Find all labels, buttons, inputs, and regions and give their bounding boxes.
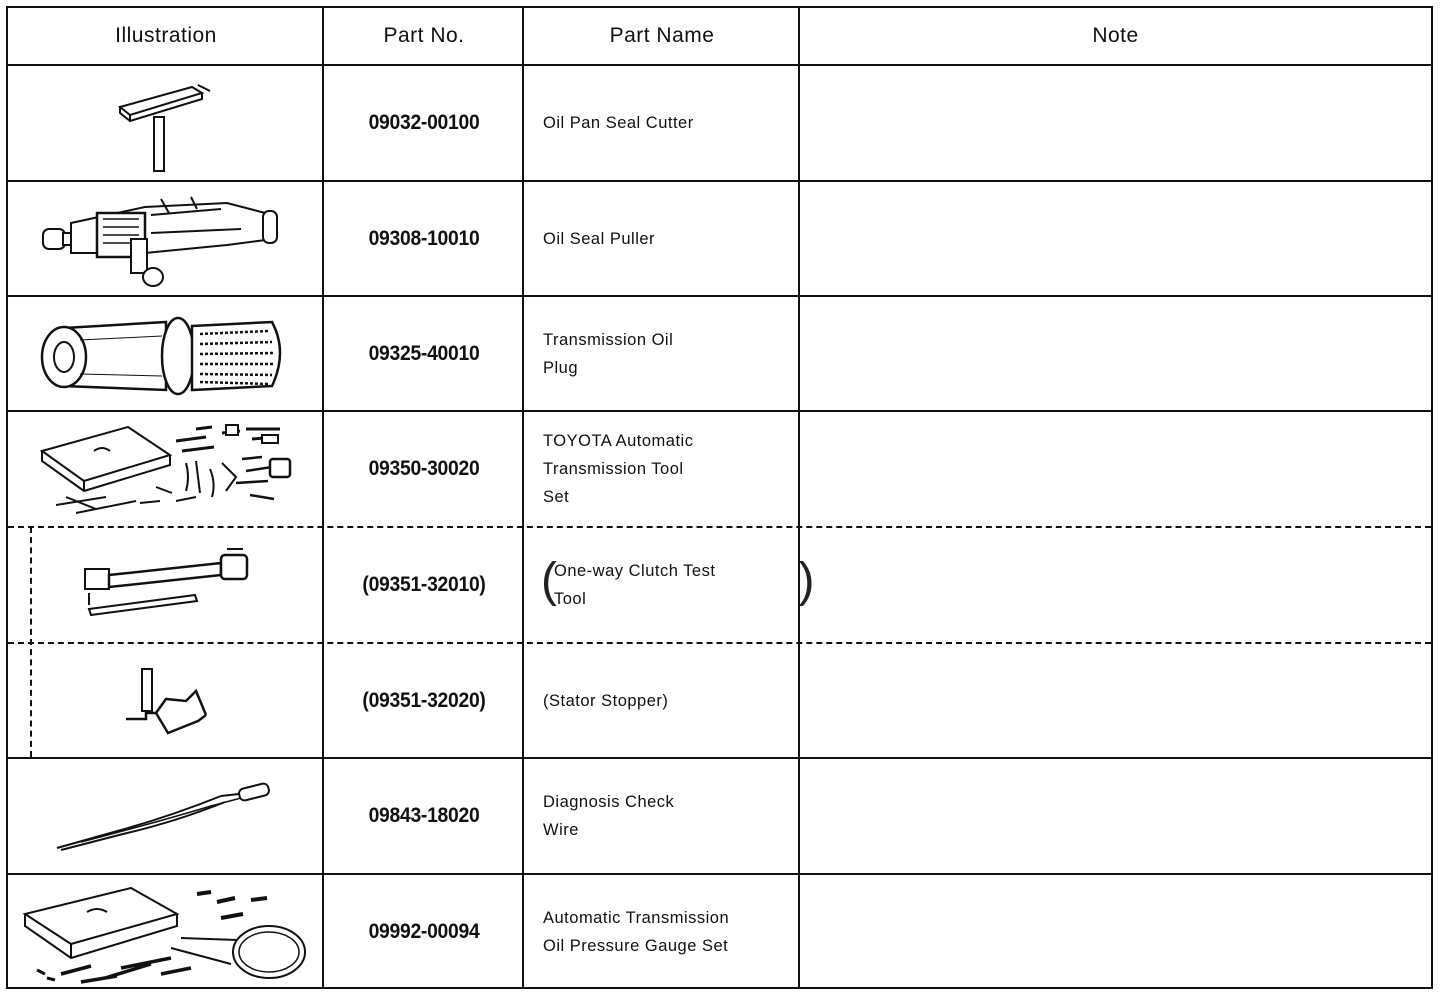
- stator-stopper-icon: [116, 661, 216, 741]
- header-illustration: Illustration: [115, 24, 217, 47]
- part-name-line: Oil Pressure Gauge Set: [543, 937, 729, 955]
- close-paren: ): [798, 554, 815, 607]
- part-name-line: Oil Seal Puller: [543, 229, 656, 248]
- illustration-cell: [8, 297, 324, 410]
- part-name: [524, 297, 800, 410]
- part-number: 09350-30020: [368, 457, 480, 480]
- part-name-line: Set: [543, 488, 570, 506]
- note-cell: [800, 297, 1431, 410]
- part-name: [524, 528, 815, 642]
- part-number: 09843-18020: [368, 804, 480, 827]
- tool-set-icon: [36, 417, 296, 521]
- part-number: (09351-32020): [362, 688, 486, 712]
- part-number: 09308-10010: [368, 226, 480, 250]
- part-name-line: One-way Clutch Test: [554, 562, 716, 580]
- part-name-line: Plug: [543, 358, 579, 377]
- header-part-name: Part Name: [609, 24, 715, 47]
- note-cell: [800, 644, 1431, 757]
- part-name-line: Oil Pan Seal Cutter: [543, 114, 694, 132]
- part-name: [524, 412, 800, 526]
- note-cell: [800, 528, 1431, 642]
- part-name: [524, 875, 800, 989]
- special-service-tools-table: [6, 6, 1433, 989]
- part-name-line: Wire: [543, 821, 579, 839]
- illustration-cell: [8, 644, 324, 757]
- part-name-line: Transmission Oil: [543, 330, 674, 349]
- part-name-line: Tool: [554, 590, 587, 608]
- part-name: [524, 182, 800, 295]
- part-number: 09325-40010: [368, 341, 480, 365]
- note-cell: [800, 182, 1431, 295]
- note-cell: [800, 412, 1431, 526]
- open-paren: (: [541, 554, 558, 607]
- illustration-cell: [8, 66, 324, 180]
- illustration-cell: [8, 759, 324, 873]
- illustration-cell: [8, 528, 324, 642]
- header-note: Note: [1092, 24, 1139, 47]
- check-wire-icon: [51, 776, 281, 856]
- part-name-line: Diagnosis Check: [543, 793, 675, 811]
- part-number: (09351-32010): [362, 573, 486, 596]
- part-number: 09992-00094: [368, 920, 480, 943]
- part-name: [524, 759, 800, 873]
- part-name-line: (Stator Stopper): [543, 691, 669, 710]
- seal-puller-icon: [41, 189, 291, 289]
- note-cell: [800, 759, 1431, 873]
- part-name-line: Transmission Tool: [543, 460, 684, 478]
- part-name-line: TOYOTA Automatic: [543, 432, 694, 450]
- header-part-no: Part No.: [383, 24, 465, 47]
- part-name-line: Automatic Transmission: [543, 909, 730, 927]
- part-number: 09032-00100: [368, 111, 480, 134]
- part-name: [524, 644, 800, 757]
- part-name: [524, 66, 800, 180]
- note-cell: [800, 875, 1431, 989]
- parenthesized-name: [541, 554, 815, 613]
- illustration-cell: [8, 182, 324, 295]
- note-cell: [800, 66, 1431, 180]
- oil-plug-icon: [36, 306, 296, 402]
- seal-cutter-icon: [106, 73, 226, 173]
- illustration-cell: [8, 875, 324, 989]
- illustration-cell: [8, 412, 324, 526]
- pressure-gauge-set-icon: [21, 878, 311, 986]
- clutch-test-tool-icon: [71, 545, 261, 625]
